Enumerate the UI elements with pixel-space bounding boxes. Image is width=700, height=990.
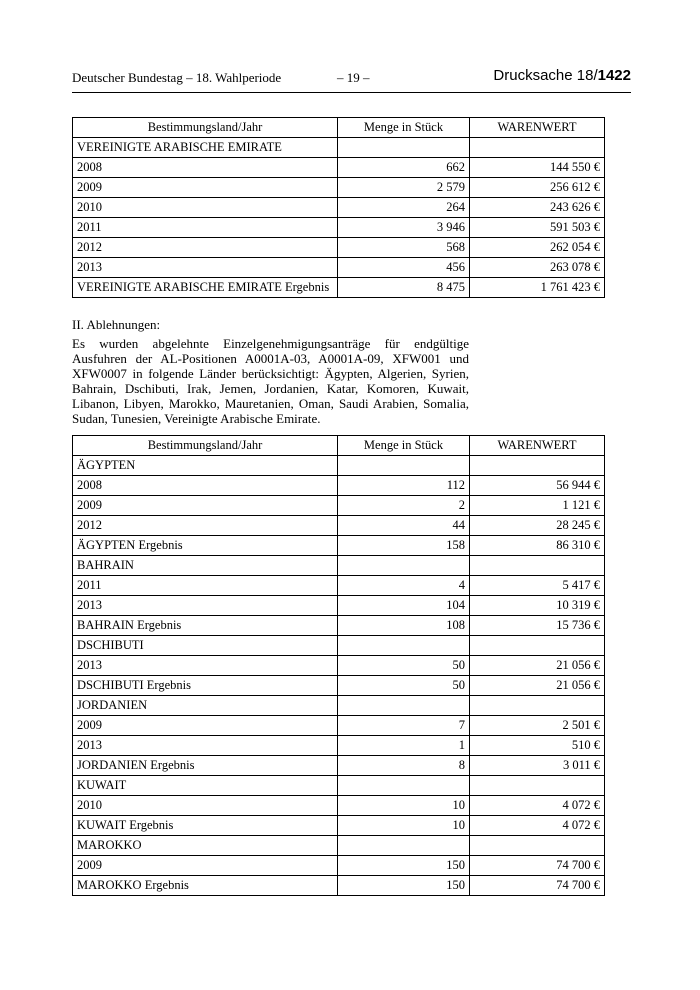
cell-quantity: 662	[338, 158, 470, 178]
cell-value: 86 310 €	[470, 536, 605, 556]
cell-value: 28 245 €	[470, 516, 605, 536]
cell-country-year: 2008	[73, 158, 338, 178]
cell-value	[470, 636, 605, 656]
cell-country-year: 2010	[73, 796, 338, 816]
cell-quantity: 4	[338, 576, 470, 596]
cell-country-year: 2012	[73, 516, 338, 536]
header-publication: Deutscher Bundestag – 18. Wahlperiode	[72, 70, 282, 85]
cell-quantity: 3 946	[338, 218, 470, 238]
table-row	[73, 656, 605, 676]
cell-quantity: 50	[338, 656, 470, 676]
cell-country-year: 2013	[73, 736, 338, 756]
table-row	[73, 496, 605, 516]
table-row	[73, 756, 605, 776]
cell-value: 263 078 €	[470, 258, 605, 278]
header-document-label: Drucksache 18/	[493, 67, 598, 84]
table-row	[73, 816, 605, 836]
cell-quantity: 10	[338, 796, 470, 816]
cell-country-year: 2009	[73, 856, 338, 876]
table-row	[73, 556, 605, 576]
cell-country-year: JORDANIEN Ergebnis	[73, 756, 338, 776]
cell-country-year: 2012	[73, 238, 338, 258]
table-header-row	[73, 118, 605, 138]
table-row	[73, 178, 605, 198]
cell-value: 1 121 €	[470, 496, 605, 516]
table-row	[73, 536, 605, 556]
cell-quantity: 8 475	[338, 278, 470, 298]
cell-value: 21 056 €	[470, 676, 605, 696]
table-row	[73, 716, 605, 736]
cell-quantity: 8	[338, 756, 470, 776]
cell-country-year: KUWAIT	[73, 776, 338, 796]
table-row	[73, 576, 605, 596]
cell-quantity: 456	[338, 258, 470, 278]
cell-value: 4 072 €	[470, 816, 605, 836]
table-row	[73, 776, 605, 796]
header-page-number: – 19 –	[337, 70, 370, 85]
cell-quantity: 7	[338, 716, 470, 736]
cell-country-year: 2008	[73, 476, 338, 496]
cell-value: 15 736 €	[470, 616, 605, 636]
cell-value	[470, 138, 605, 158]
cell-country-year: DSCHIBUTI	[73, 636, 338, 656]
table-row	[73, 516, 605, 536]
cell-country-year: 2013	[73, 258, 338, 278]
cell-quantity: 150	[338, 856, 470, 876]
table-row	[73, 876, 605, 896]
cell-value: 5 417 €	[470, 576, 605, 596]
cell-quantity: 10	[338, 816, 470, 836]
cell-quantity: 264	[338, 198, 470, 218]
cell-country-year: DSCHIBUTI Ergebnis	[73, 676, 338, 696]
cell-country-year: BAHRAIN Ergebnis	[73, 616, 338, 636]
table-row	[73, 596, 605, 616]
cell-country-year: 2009	[73, 716, 338, 736]
page-header	[72, 67, 631, 93]
cell-quantity	[338, 456, 470, 476]
cell-value: 243 626 €	[470, 198, 605, 218]
table-row	[73, 198, 605, 218]
table-row	[73, 138, 605, 158]
column-header-value: WARENWERT	[470, 118, 605, 138]
cell-country-year: VEREINIGTE ARABISCHE EMIRATE Ergebnis	[73, 278, 338, 298]
table-row	[73, 258, 605, 278]
column-header-quantity: Menge in Stück	[338, 436, 470, 456]
cell-quantity: 158	[338, 536, 470, 556]
column-header-quantity: Menge in Stück	[338, 118, 470, 138]
table-row	[73, 218, 605, 238]
cell-quantity: 150	[338, 876, 470, 896]
cell-value: 144 550 €	[470, 158, 605, 178]
cell-country-year: MAROKKO	[73, 836, 338, 856]
table-row	[73, 616, 605, 636]
cell-quantity: 568	[338, 238, 470, 258]
cell-value	[470, 456, 605, 476]
column-header-value: WARENWERT	[470, 436, 605, 456]
cell-quantity	[338, 776, 470, 796]
cell-quantity: 44	[338, 516, 470, 536]
cell-country-year: MAROKKO Ergebnis	[73, 876, 338, 896]
cell-value: 256 612 €	[470, 178, 605, 198]
cell-value: 1 761 423 €	[470, 278, 605, 298]
cell-value: 2 501 €	[470, 716, 605, 736]
cell-quantity: 112	[338, 476, 470, 496]
cell-country-year: 2011	[73, 218, 338, 238]
column-header-country-year: Bestimmungsland/Jahr	[73, 436, 338, 456]
cell-value	[470, 776, 605, 796]
cell-value: 262 054 €	[470, 238, 605, 258]
table-row	[73, 158, 605, 178]
cell-value: 56 944 €	[470, 476, 605, 496]
table-row	[73, 278, 605, 298]
cell-quantity: 2	[338, 496, 470, 516]
cell-country-year: 2009	[73, 496, 338, 516]
cell-value	[470, 696, 605, 716]
rejections-table	[72, 435, 605, 896]
table-row	[73, 676, 605, 696]
cell-value: 4 072 €	[470, 796, 605, 816]
table-header-row	[73, 436, 605, 456]
cell-quantity: 108	[338, 616, 470, 636]
table-row	[73, 736, 605, 756]
cell-quantity	[338, 696, 470, 716]
cell-value: 3 011 €	[470, 756, 605, 776]
table-row	[73, 456, 605, 476]
cell-country-year: BAHRAIN	[73, 556, 338, 576]
cell-value: 591 503 €	[470, 218, 605, 238]
cell-value: 74 700 €	[470, 856, 605, 876]
table-row	[73, 696, 605, 716]
section-heading: II. Ablehnungen:	[72, 317, 161, 332]
table-row	[73, 636, 605, 656]
cell-value	[470, 836, 605, 856]
rejections-paragraph: Es wurden abgelehnte Einzelgenehmigungsanträge für endgültige Ausfuhren der AL-Positionen A0001A-03, A0001A-09, XFW001 und XFW0007 in folgende Länder berücksichtigt: Ägypten, Algerien, Syrien, Bahrain, Dschibuti, Irak, Jemen, Jordanien, Katar, Komoren, Kuwait, Libanon, Libyen, Marokko, Mauretanien, Oman, Saudi Arabien, Somalia, Sudan, Tunesien, Vereinigte Arabische Emirate.	[72, 336, 469, 426]
cell-country-year: ÄGYPTEN	[73, 456, 338, 476]
cell-quantity: 50	[338, 676, 470, 696]
cell-country-year: JORDANIEN	[73, 696, 338, 716]
cell-quantity	[338, 836, 470, 856]
cell-country-year: ÄGYPTEN Ergebnis	[73, 536, 338, 556]
table-row	[73, 856, 605, 876]
cell-country-year: 2013	[73, 656, 338, 676]
cell-value: 21 056 €	[470, 656, 605, 676]
cell-value: 510 €	[470, 736, 605, 756]
column-header-country-year: Bestimmungsland/Jahr	[73, 118, 338, 138]
table-row	[73, 238, 605, 258]
table-body	[73, 456, 605, 896]
table-row	[73, 476, 605, 496]
header-document-number	[493, 67, 631, 84]
table-row	[73, 796, 605, 816]
cell-value	[470, 556, 605, 576]
cell-quantity: 2 579	[338, 178, 470, 198]
cell-quantity: 104	[338, 596, 470, 616]
cell-country-year: 2010	[73, 198, 338, 218]
cell-quantity	[338, 556, 470, 576]
table-row	[73, 836, 605, 856]
cell-quantity	[338, 636, 470, 656]
cell-quantity	[338, 138, 470, 158]
cell-value: 74 700 €	[470, 876, 605, 896]
cell-country-year: 2013	[73, 596, 338, 616]
cell-quantity: 1	[338, 736, 470, 756]
table-body	[73, 138, 605, 298]
cell-country-year: VEREINIGTE ARABISCHE EMIRATE	[73, 138, 338, 158]
header-document-id: 1422	[597, 67, 631, 84]
cell-value: 10 319 €	[470, 596, 605, 616]
export-table-uae	[72, 117, 605, 298]
cell-country-year: KUWAIT Ergebnis	[73, 816, 338, 836]
cell-country-year: 2009	[73, 178, 338, 198]
cell-country-year: 2011	[73, 576, 338, 596]
